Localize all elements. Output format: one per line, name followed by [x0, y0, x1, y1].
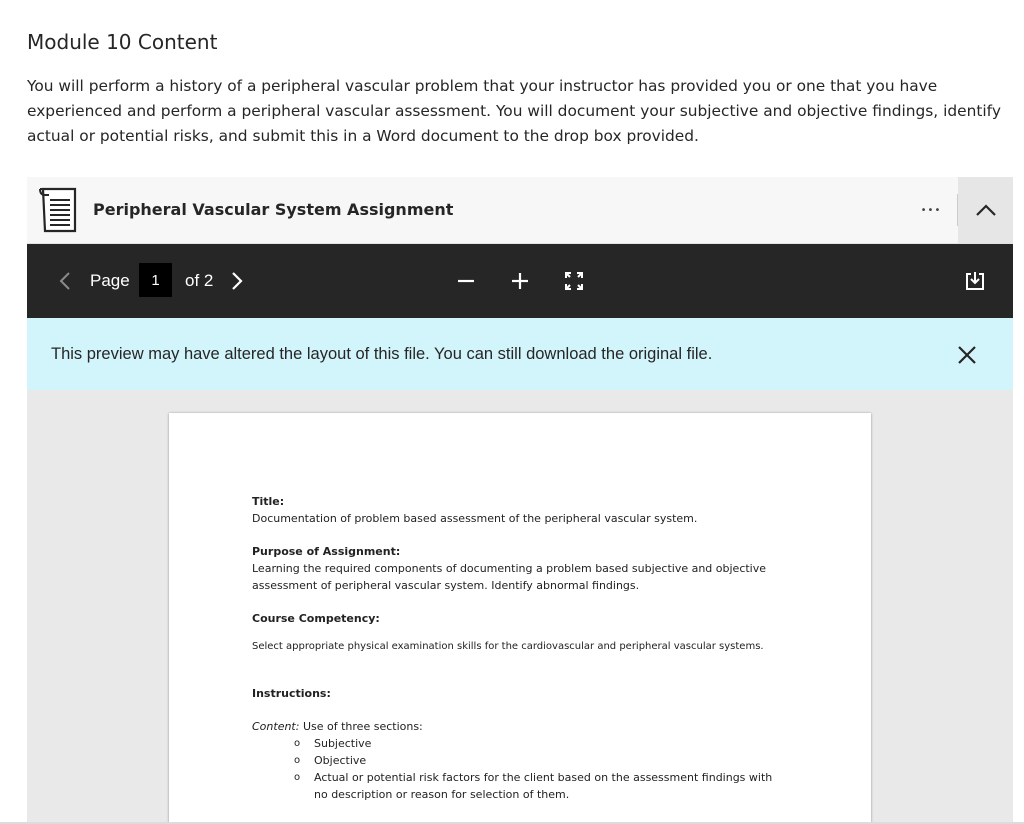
zoom-in-icon [510, 271, 530, 291]
download-icon [965, 271, 985, 291]
page-label: Page [90, 271, 130, 290]
doc-competency-heading: Course Competency: [252, 612, 380, 625]
chevron-up-icon [975, 203, 997, 217]
doc-content-label: Content: [252, 720, 300, 733]
close-notice-button[interactable] [952, 340, 982, 370]
previous-page-button[interactable] [53, 266, 77, 296]
document-page [169, 413, 871, 824]
bullet-icon: o [294, 772, 301, 783]
doc-bullet-item: o Subjective [294, 737, 372, 750]
document-preview-card [27, 177, 1013, 824]
download-button[interactable] [960, 266, 990, 296]
chevron-right-icon [231, 271, 243, 291]
doc-bullet-item: o Objective [294, 754, 367, 767]
zoom-out-icon [456, 271, 476, 291]
fullscreen-button[interactable] [559, 266, 589, 296]
doc-title-heading: Title: [252, 495, 285, 508]
page-number-input[interactable] [139, 263, 172, 297]
zoom-out-button[interactable] [451, 266, 481, 296]
fullscreen-icon [564, 271, 584, 291]
bullet-icon: o [294, 738, 301, 749]
doc-bullet-item: o Actual or potential risk factors for the client based on the assessment findings with [294, 771, 773, 784]
layout-notice-banner [27, 318, 1013, 390]
zoom-in-button[interactable] [505, 266, 535, 296]
doc-instructions-heading: Instructions: [252, 687, 331, 700]
doc-competency-text: Select appropriate physical examination skills for the cardiovascular and peripheral vascular systems. [252, 641, 764, 652]
next-page-button[interactable] [225, 266, 249, 296]
ellipsis-icon: ••• [920, 204, 942, 216]
doc-bullet-continuation: no description or reason for selection of them. [314, 788, 570, 801]
chevron-left-icon [59, 271, 71, 291]
more-options-button[interactable] [915, 195, 947, 225]
document-viewer[interactable] [27, 390, 1013, 824]
document-icon [37, 186, 83, 234]
doc-purpose-line-1: Learning the required components of documenting a problem based subjective and objective [252, 562, 767, 575]
close-icon [957, 345, 977, 365]
module-title: Module 10 Content [27, 30, 218, 54]
bullet-icon: o [294, 755, 301, 766]
doc-content-text: Use of three sections: [302, 720, 423, 733]
notice-text: This preview may have altered the layout of this file. You can still download the original file. [51, 345, 713, 363]
preview-toolbar [27, 244, 1013, 318]
page-total: of 2 [185, 271, 214, 290]
file-header [27, 177, 1013, 244]
collapse-button[interactable] [958, 177, 1013, 243]
doc-purpose-heading: Purpose of Assignment: [252, 545, 401, 558]
module-description: You will perform a history of a peripheral vascular problem that your instructor has provided you or one that you have experienced and perform a peripheral vascular assessment. You will document your subjective and objective findings, identify actual or potential risks, and submit this in a Word document to the drop box provided. [27, 77, 1001, 145]
doc-purpose-line-2: assessment of peripheral vascular system. Identify abnormal findings. [252, 579, 640, 592]
file-title[interactable]: Peripheral Vascular System Assignment [93, 200, 454, 219]
doc-title-text: Documentation of problem based assessment of the peripheral vascular system. [252, 512, 698, 525]
doc-content-line [252, 718, 423, 735]
